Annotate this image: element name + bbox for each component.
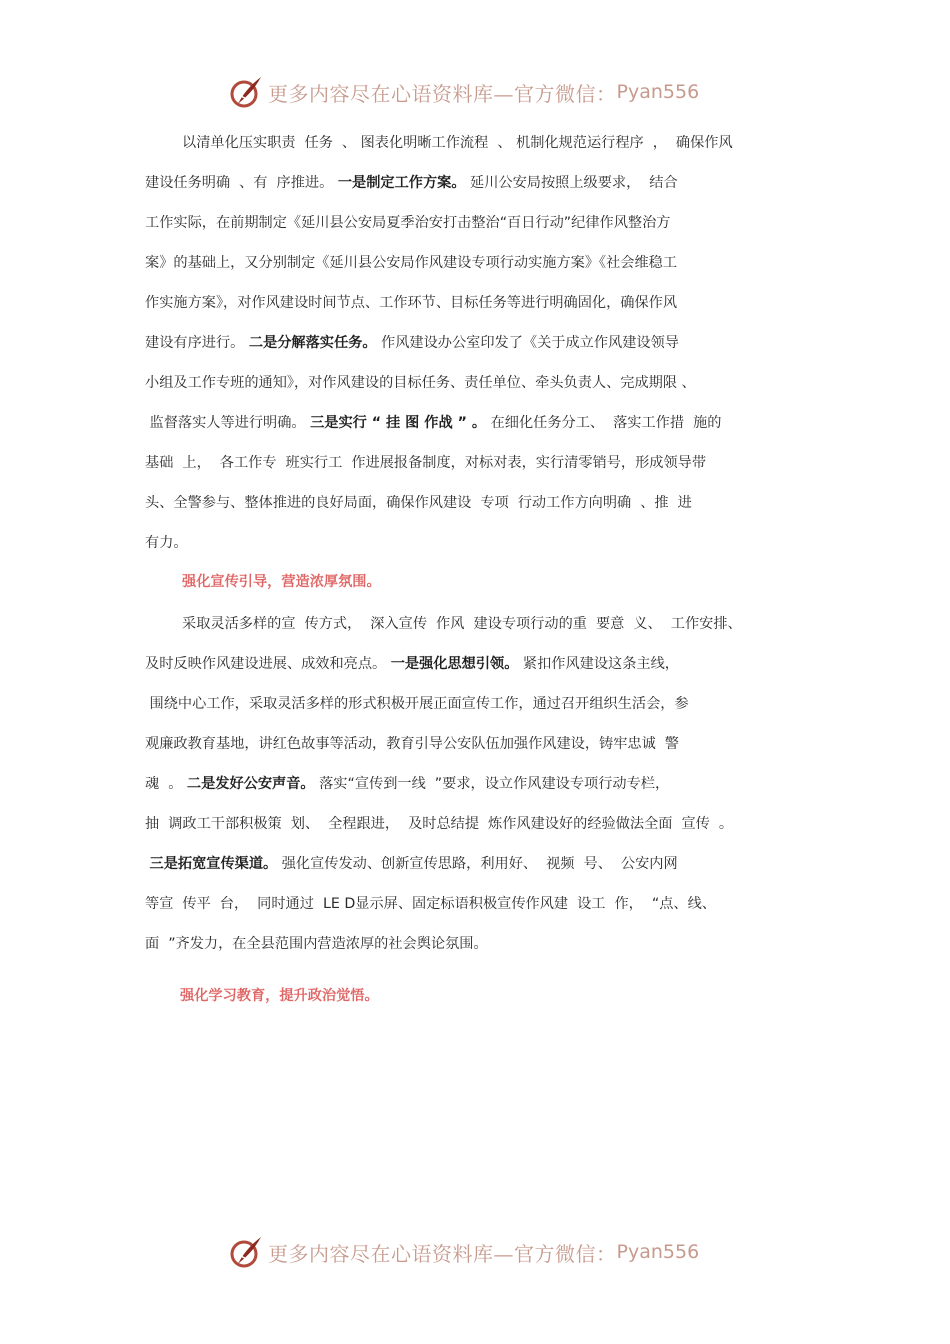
text-line-content xyxy=(145,811,733,837)
body-text: 作风建设办公室印发了《关于成立作风建设领导 xyxy=(376,335,679,351)
text-line-content xyxy=(145,931,488,957)
text-line xyxy=(0,250,950,276)
body-text: 监督落实人等进行明确。 xyxy=(145,415,311,431)
text-line-content xyxy=(145,170,678,196)
body-text: 等宣 传平 台， 同时通过 LE D显示屏、固定标语积极宣传作风建 设工 作， “点、线、 xyxy=(145,896,716,912)
text-line-content xyxy=(145,771,669,797)
body-text: 头、全警参与、整体推进的良好局面，确保作风建设 专项 行动工作方向明确 、推 进 xyxy=(145,495,692,511)
text-line xyxy=(0,410,950,436)
text-line xyxy=(0,210,950,236)
text-line xyxy=(0,130,950,156)
body-text: 作实施方案》，对作风建设时间节点、工作环节、目标任务等进行明确固化，确保作风 xyxy=(145,295,678,311)
banner-wechat-id: Pyan556 xyxy=(616,1241,700,1263)
bold-keyphrase: 一是制定工作方案。 xyxy=(337,175,466,191)
body-text: 基础 上， 各工作专 班实行工 作进展报备制度，对标对表，实行清零销号，形成领导带 xyxy=(145,455,707,471)
body-text: 围绕中心工作，采取灵活多样的形式积极开展正面宣传工作，通过召开组织生活会，参 xyxy=(145,696,689,712)
text-line-content xyxy=(145,250,677,276)
body-text: 在细化任务分工、 落实工作措 施的 xyxy=(486,415,722,431)
banner-wechat-id: Pyan556 xyxy=(616,81,700,103)
text-line-content xyxy=(145,490,692,516)
body-text: 魂 。 xyxy=(145,776,187,792)
bold-keyphrase: 一是强化思想引领。 xyxy=(390,656,519,672)
text-line xyxy=(0,651,950,677)
text-line xyxy=(0,731,950,757)
header-watermark-banner xyxy=(0,72,950,112)
text-line-content xyxy=(145,651,679,677)
text-line xyxy=(0,771,950,797)
text-line-content xyxy=(145,330,679,356)
text-line-content xyxy=(145,370,696,396)
body-text: 观廉政教育基地，讲红色故事等活动，教育引导公安队伍加强作风建设，铸牢忠诚 警 xyxy=(145,736,679,752)
body-text: 延川公安局按照上级要求， 结合 xyxy=(465,175,678,191)
body-text: 有力。 xyxy=(145,535,188,551)
text-line xyxy=(0,691,950,717)
text-line-content xyxy=(145,851,678,877)
text-line xyxy=(0,530,950,556)
text-line-content xyxy=(145,731,679,757)
body-text: 采取灵活多样的宣 传方式， 深入宣传 作风 建设专项行动的重 要意 义、 工作安排、 xyxy=(182,616,742,632)
text-line xyxy=(0,811,950,837)
text-line xyxy=(0,891,950,917)
body-text: 面 ”齐发力，在全县范围内营造浓厚的社会舆论氛围。 xyxy=(145,936,488,952)
body-text: 建设任务明确 、有 序推进。 xyxy=(145,175,338,191)
text-line xyxy=(0,931,950,957)
bold-keyphrase: 三是实行 “ 挂 图 作战 ” 。 xyxy=(310,415,487,431)
section-heading-publicity: 强化宣传引导，营造浓厚氛围。 xyxy=(182,574,381,590)
banner-text: 更多内容尽在心语资料库—官方微信： xyxy=(268,81,617,106)
text-line xyxy=(0,170,950,196)
body-text: 落实“宣传到一线 ”要求，设立作风建设专项行动专栏， xyxy=(314,776,670,792)
quill-pen-circle-icon xyxy=(228,74,264,110)
text-line-content xyxy=(182,611,742,637)
text-line-content xyxy=(145,210,670,236)
body-text: 小组及工作专班的通知》，对作风建设的目标任务、责任单位、牵头负责人、完成期限 、 xyxy=(145,375,696,391)
text-line xyxy=(0,330,950,356)
body-text: 及时反映作风建设进展、成效和亮点。 xyxy=(145,656,391,672)
text-line-content xyxy=(145,691,689,717)
text-line-content xyxy=(145,450,706,476)
body-text: 建设有序进行。 xyxy=(145,335,249,351)
text-line xyxy=(0,370,950,396)
footer-watermark-banner xyxy=(0,1232,950,1272)
body-text: 抽 调政工干部积极策 划、 全程跟进， 及时总结提 炼作风建设好的经验做法全面 宣传 。 xyxy=(145,816,734,832)
body-text: 以清单化压实职责 任务 、 图表化明晰工作流程 、 机制化规范运行程序 ， 确保作风 xyxy=(182,135,733,151)
text-line xyxy=(0,611,950,637)
text-line-content xyxy=(145,530,188,556)
text-line xyxy=(0,290,950,316)
text-line xyxy=(0,851,950,877)
text-line xyxy=(0,490,950,516)
banner-text: 更多内容尽在心语资料库—官方微信： xyxy=(268,1241,617,1266)
text-line-content xyxy=(145,290,677,316)
body-text: 紧扣作风建设这条主线， xyxy=(518,656,679,672)
text-line-content xyxy=(182,130,733,156)
section-heading-education: 强化学习教育，提升政治觉悟。 xyxy=(180,988,379,1004)
text-line-content xyxy=(145,891,716,917)
banner-inner xyxy=(228,1232,699,1272)
body-text: 案》的基础上，又分别制定《延川县公安局作风建设专项行动实施方案》《社会维稳工 xyxy=(145,255,678,271)
text-line xyxy=(0,450,950,476)
banner-inner xyxy=(228,72,699,112)
body-text: 工作实际，在前期制定《延川县公安局夏季治安打击整治“百日行动”纪律作风整治方 xyxy=(145,215,671,231)
body-text: 强化宣传发动、创新宣传思路，利用好、 视频 号、 公安内网 xyxy=(277,856,678,872)
text-line-content xyxy=(145,410,721,436)
bold-keyphrase: 三是拓宽宣传渠道。 xyxy=(149,856,278,872)
bold-keyphrase: 二是发好公安声音。 xyxy=(186,776,315,792)
bold-keyphrase: 二是分解落实任务。 xyxy=(248,335,377,351)
quill-pen-circle-icon xyxy=(228,1234,264,1270)
